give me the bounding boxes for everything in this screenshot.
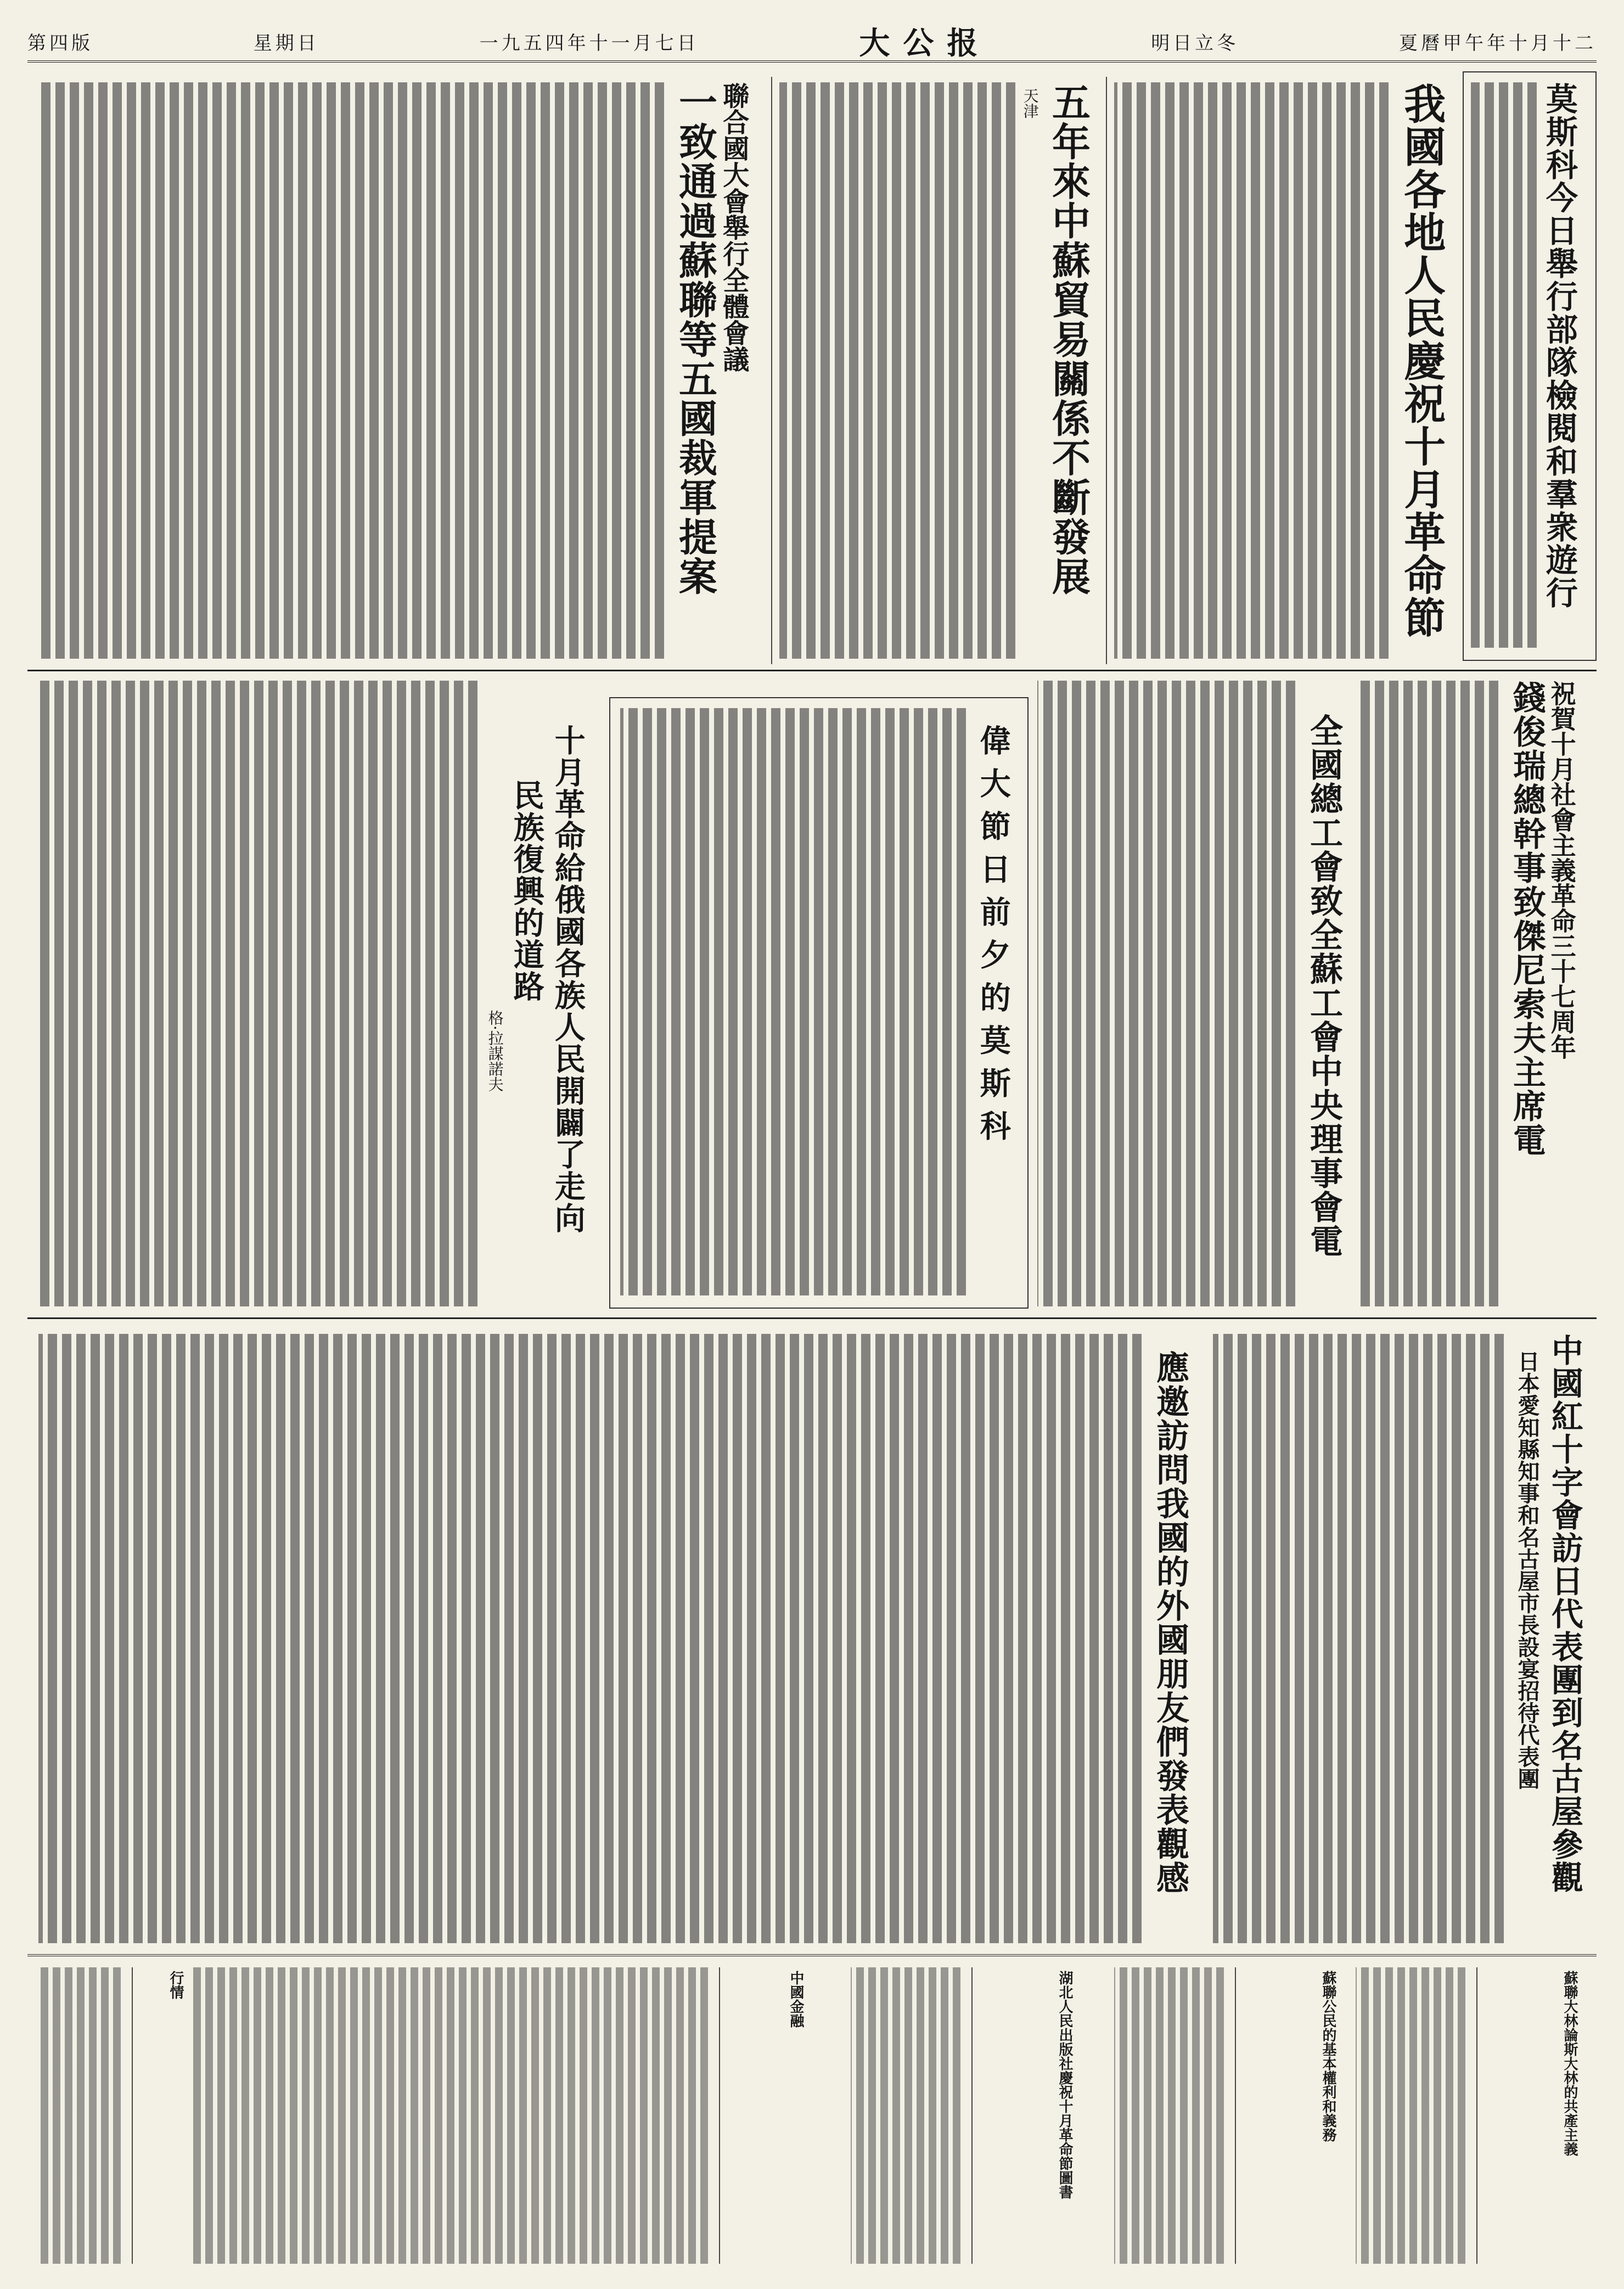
masthead-paper-name: 大公报	[859, 25, 991, 61]
article-moscow-body	[620, 708, 966, 1295]
article-union-headline: 全國總工會致全蘇工會中央理事會電	[1305, 714, 1343, 1258]
article-union-body	[1037, 681, 1295, 1306]
article-un-headline: 一致通過蘇聯等五國裁軍提案	[672, 82, 718, 596]
ad-china-finance: 中國金融	[719, 1967, 807, 2264]
newspaper-page	[27, 22, 1597, 2267]
advertisements-strip	[27, 1954, 1597, 2269]
article-redcross-body	[1213, 1334, 1504, 1943]
ad-stalin-book: 蘇聯大林論斯大林的共產主義	[1476, 1967, 1581, 2264]
ad-stalin-book-body	[1356, 1967, 1465, 2264]
article-parade-body	[1471, 82, 1537, 648]
article-trade-headline: 五年來中蘇貿易關係不斷發展	[1046, 82, 1092, 596]
ad-misc-body	[192, 1967, 708, 2264]
masthead	[27, 22, 1597, 63]
column-rule	[1106, 77, 1107, 664]
article-un-subhead-top: 聯合國大會舉行全體會議	[718, 82, 749, 372]
masthead-date: 一九五四年十一月七日	[479, 32, 699, 54]
ad-hubei-publisher-body	[851, 1967, 960, 2264]
section-rule-1	[27, 670, 1597, 671]
article-telegram-headline: 祝賀十月社會主義革命三十七周年	[1547, 681, 1577, 1059]
masthead-edition: 第四版	[27, 32, 93, 54]
article-visitors-body	[38, 1334, 1142, 1943]
article-revolution-body	[38, 681, 477, 1306]
article-telegram-body	[1356, 681, 1498, 1306]
section-rule-2	[27, 1317, 1597, 1319]
article-revolution-author: 格·拉謀諾夫	[486, 1010, 504, 1092]
article-celebration-headline: 我國各地人民慶祝十月革命節	[1397, 82, 1446, 639]
article-moscow-headline: 偉大節日前夕的莫斯科	[975, 725, 1012, 1153]
masthead-lunar-date: 夏曆甲午年十月十二	[1398, 32, 1597, 54]
article-trade-body	[779, 82, 1015, 659]
masthead-weekday: 星期日	[253, 32, 319, 54]
article-revolution-subhead: 民族復興的道路	[508, 779, 545, 1002]
masthead-solar-term: 明日立冬	[1151, 32, 1239, 54]
ad-soviet-rights: 蘇聯公民的基本權利和義務	[1235, 1967, 1339, 2264]
ad-hubei-publisher: 湖北人民出版社慶祝十月革命節圖書	[971, 1967, 1076, 2264]
article-trade-dateline: 天津	[1021, 88, 1039, 119]
article-parade-headline: 莫斯科今日舉行部隊檢閱和羣衆遊行	[1540, 82, 1578, 609]
ad-soviet-rights-body	[1114, 1967, 1224, 2264]
ad-market-quotes: 行情	[132, 1967, 187, 2264]
ad-market-quotes-body	[38, 1967, 121, 2264]
article-un-body	[38, 82, 664, 659]
article-visitors-headline: 應邀訪問我國的外國朋友們發表觀感	[1151, 1350, 1189, 1895]
article-revolution-headline: 十月革命給俄國各族人民開闢了走向	[549, 725, 586, 1234]
article-celebration-body	[1114, 82, 1389, 659]
column-rule	[771, 77, 772, 664]
article-redcross-subhead: 日本愛知縣知事和名古屋市長設宴招待代表團	[1514, 1350, 1540, 1789]
article-redcross-headline: 中國紅十字會訪日代表團到名古屋參觀	[1546, 1334, 1583, 1894]
article-telegram-subhead: 錢俊瑞總幹事致傑尼索夫主席電	[1508, 681, 1546, 1157]
